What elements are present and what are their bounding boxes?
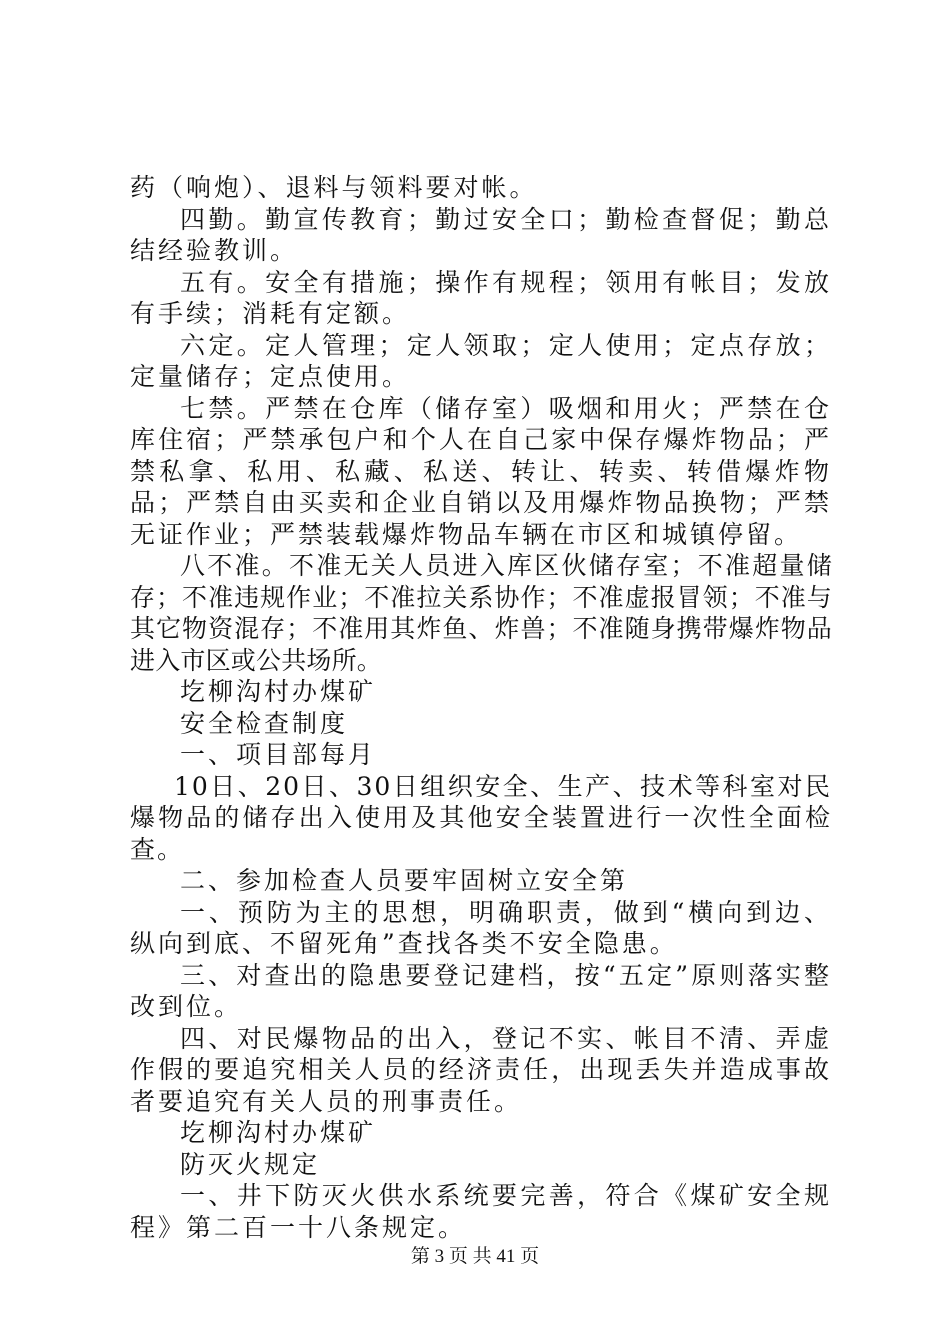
paragraph-seven-prohibitions: 七禁。严禁在仓库（储存室）吸烟和用火；严禁在仓库住宿；严禁承包户和个人在自己家中保存爆炸物品；严禁私拿、私用、私藏、私送、转让、转卖、转借爆炸物品；严禁自由买卖和企业自销以及用爆炸物品换物；严禁无证作业；严禁装载爆炸物品车辆在市区和城镇停留。	[130, 393, 832, 549]
section-title-safety-inspection: 安全检查制度	[180, 708, 349, 738]
paragraph-item-1: 一、项目部每月	[180, 740, 377, 769]
page-number-footer: 第 3 页 共 41 页	[410, 1246, 540, 1267]
paragraph-inspection-dates: 10日、20日、30日组织安全、生产、技术等科室对民爆物品的储存出入使用及其他安全装置进行一次性全面检查。	[130, 771, 832, 864]
section-title-fire-prevention: 防灭火规定	[180, 1149, 321, 1179]
paragraph-four-diligences: 四勤。勤宣传教育；勤过安全口；勤检查督促；勤总结经验教训。	[130, 204, 832, 265]
paragraph-item-3: 三、对查出的隐患要登记建档，按“五定”原则落实整改到位。	[130, 960, 832, 1021]
paragraph-continuation: 药（响炮）、退料与领料要对帐。	[130, 173, 538, 202]
paragraph-item-4: 四、对民爆物品的出入，登记不实、帐目不清、弄虚作假的要追究相关人员的经济责任，出现丢失并造成事故者要追究有关人员的刑事责任。	[130, 1023, 832, 1116]
paragraph-eight-disallowed: 八不准。不准无关人员进入库区伙储存室；不准超量储存；不准违规作业；不准拉关系协作；不准虚报冒领；不准与其它物资混存；不准用其炸鱼、炸兽；不准随身携带爆炸物品进入市区或公共场所。	[130, 551, 832, 675]
paragraph-fire-item-1: 一、井下防灭火供水系统要完善，符合《煤矿安全规程》第二百一十八条规定。	[130, 1181, 832, 1242]
section-org-name: 圪柳沟村办煤矿	[180, 677, 377, 706]
document-body	[130, 172, 832, 1243]
paragraph-prevention: 一、预防为主的思想，明确职责，做到“横向到边、纵向到底、不留死角”查找各类不安全隐患。	[130, 897, 832, 958]
paragraph-item-2: 二、参加检查人员要牢固树立安全第	[180, 866, 629, 895]
section-org-name-2: 圪柳沟村办煤矿	[180, 1118, 377, 1147]
paragraph-five-haves: 五有。安全有措施；操作有规程；领用有帐目；发放有手续；消耗有定额。	[130, 267, 832, 328]
paragraph-six-fixed: 六定。定人管理；定人领取；定人使用；定点存放；定量储存；定点使用。	[130, 330, 832, 391]
